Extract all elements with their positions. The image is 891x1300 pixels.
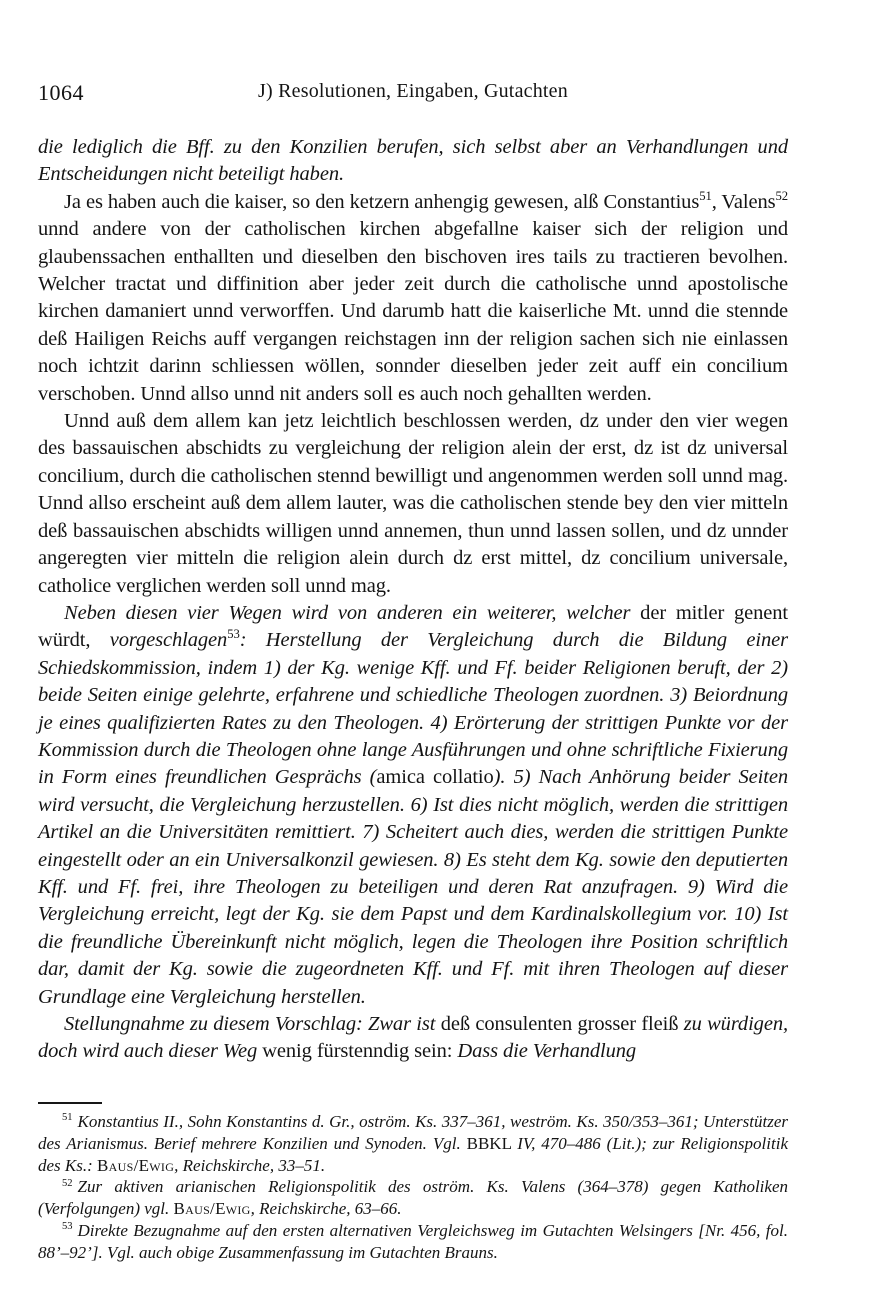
body-paragraph: Unnd auß dem allem kan jetz leichtlich beschlossen werden, dz under den vier wegen des bassauischen abschidts zu vergleichung der religion alein der erst, dz ist dz universal concilium, durch die catholischen stennd bewilligt und angenommen werden soll unnd mag. Unnd allso erscheint auß dem allem lauter, was die catholischen stende bey den vier mitteln deß bassauischen abschidts willigen unnd annemen, thun unnd lassen sollen, und dz unnder angeregten vier mitteln die religion alein durch dz erst mittel, dz concilium universale, catholice verglichen werden soll unnd mag. bbox=[38, 410, 788, 597]
running-head bbox=[38, 80, 788, 108]
footnote-number: 52 bbox=[62, 1177, 73, 1189]
footnote-text: Direkte Bezugnahme auf den ersten alternativen Vergleichsweg im Gutachten Welsingers [Nr. 456, fol. 88’–92’]. Vgl. auch obige Zusammenfassung im Gutachten Brauns. bbox=[38, 1220, 788, 1262]
body-paragraph-continuation: die lediglich die Bff. zu den Konzilien berufen, sich selbst aber an Verhandlungen und Entscheidungen nicht beteiligt haben. bbox=[38, 136, 788, 186]
body-paragraph: Stellungnahme zu diesem Vorschlag: Zwar ist deß consulenten grosser fleiß zu würdigen, doch wird auch dieser Weg wenig fürstenndig sein: Dass die Verhandlung bbox=[38, 1013, 789, 1063]
body-text bbox=[38, 134, 788, 1092]
footnote-number: 53 bbox=[62, 1221, 73, 1233]
footnote-text: Zur aktiven arianischen Religionspolitik des oström. Ks. Valens (364–378) gegen Katholiken (Verfolgungen) vgl. Baus/Ewig, Reichskirche, 63–66. bbox=[38, 1177, 788, 1219]
body-paragraph: Neben diesen vier Wegen wird von anderen ein weiterer, welcher der mitler genent würdt, vorgeschlagen$^{53}$: Herstellung der Vergleichung durch die Bildung einer Schiedskommission, indem 1) der Kg. wenige Kff. und Ff. beider Religionen beruft, der 2) beide Seiten einige gelehrte, erfahrene und schiedliche Theologen zuordnen. 3) Beiordnung je eines qualifizierten Rates zu den Theologen. 4) Erörterung der strittigen Punkte vor der Kommission durch die Theologen ohne lange Ausführungen und ohne schriftliche Fixierung in Form eines freundlichen Gesprächs (amica collatio). 5) Nach Anhörung beider Seiten wird versucht, die Vergleichung herzustellen. 6) Ist dies nicht möglich, werden die strittigen Artikel an die Universitäten remittiert. 7) Scheitert auch dies, werden die strittigen Punkte eingestellt oder an ein Universalkonzil gewiesen. 8) Es steht dem Kg. sowie den deputierten Kff. und Ff. frei, ihre Theologen zu beteiligen und deren Rat anzufragen. 9) Wird die Vergleichung erreicht, legt der Kg. sie dem Papst und dem Kardinalskollegium vor. 10) Ist die freundliche Übereinkunft nicht möglich, legen die Theologen ihre Position schriftlich dar, damit der Kg. sowie die zugeordneten Kff. und Ff. mit ihren Theologen auf dieser Grundlage eine Vergleichung herstellen. bbox=[38, 601, 789, 1008]
body-paragraph: Ja es haben auch die kaiser, so den ketzern anhengig gewesen, alß Constantius$^{51}$, Valens$^{52}$ unnd andere von der catholischen kirchen abgefallne kaiser sich der religion und glaubenssachen enthallten und dieselben den bischoven ires tails zu tractieren bevolhen. Welcher tractat und diffinition aber jeder zeit durch die catholische unnd apostolische kirchen damaniert unnd verworffen. Und darumb hatt die kaiserliche Mt. unnd die stennde deß Hailigen Reichs auff vergangen reichstagen inn der religion sachen sich nie einlassen noch ichtzit darinn schliessen wöllen, sonnder dieselben jeder zeit auff ein concilium verschoben. Unnd allso unnd nit anders soll es auch noch gehallten werden. bbox=[38, 188, 789, 405]
footnote bbox=[38, 1111, 788, 1176]
page-number: 1064 bbox=[38, 80, 84, 105]
footnote-separator-rule bbox=[38, 1102, 102, 1104]
footnote bbox=[38, 1176, 788, 1220]
footnotes-block bbox=[38, 1111, 788, 1264]
running-title: J) Resolutionen, Eingaben, Gutachten bbox=[258, 80, 568, 102]
footnote-text: Konstantius II., Sohn Konstantins d. Gr., oström. Ks. 337–361, weström. Ks. 350/353–361; Unterstützer des Arianismus. Berief mehrere Konzilien und Synoden. Vgl. BBKL IV, 470–486 (Lit.); zur Religionspolitik des Ks.: Baus/Ewig, Reichskirche, 33–51. bbox=[38, 1112, 788, 1175]
footnote-number: 51 bbox=[62, 1112, 73, 1124]
footnote bbox=[38, 1220, 788, 1264]
